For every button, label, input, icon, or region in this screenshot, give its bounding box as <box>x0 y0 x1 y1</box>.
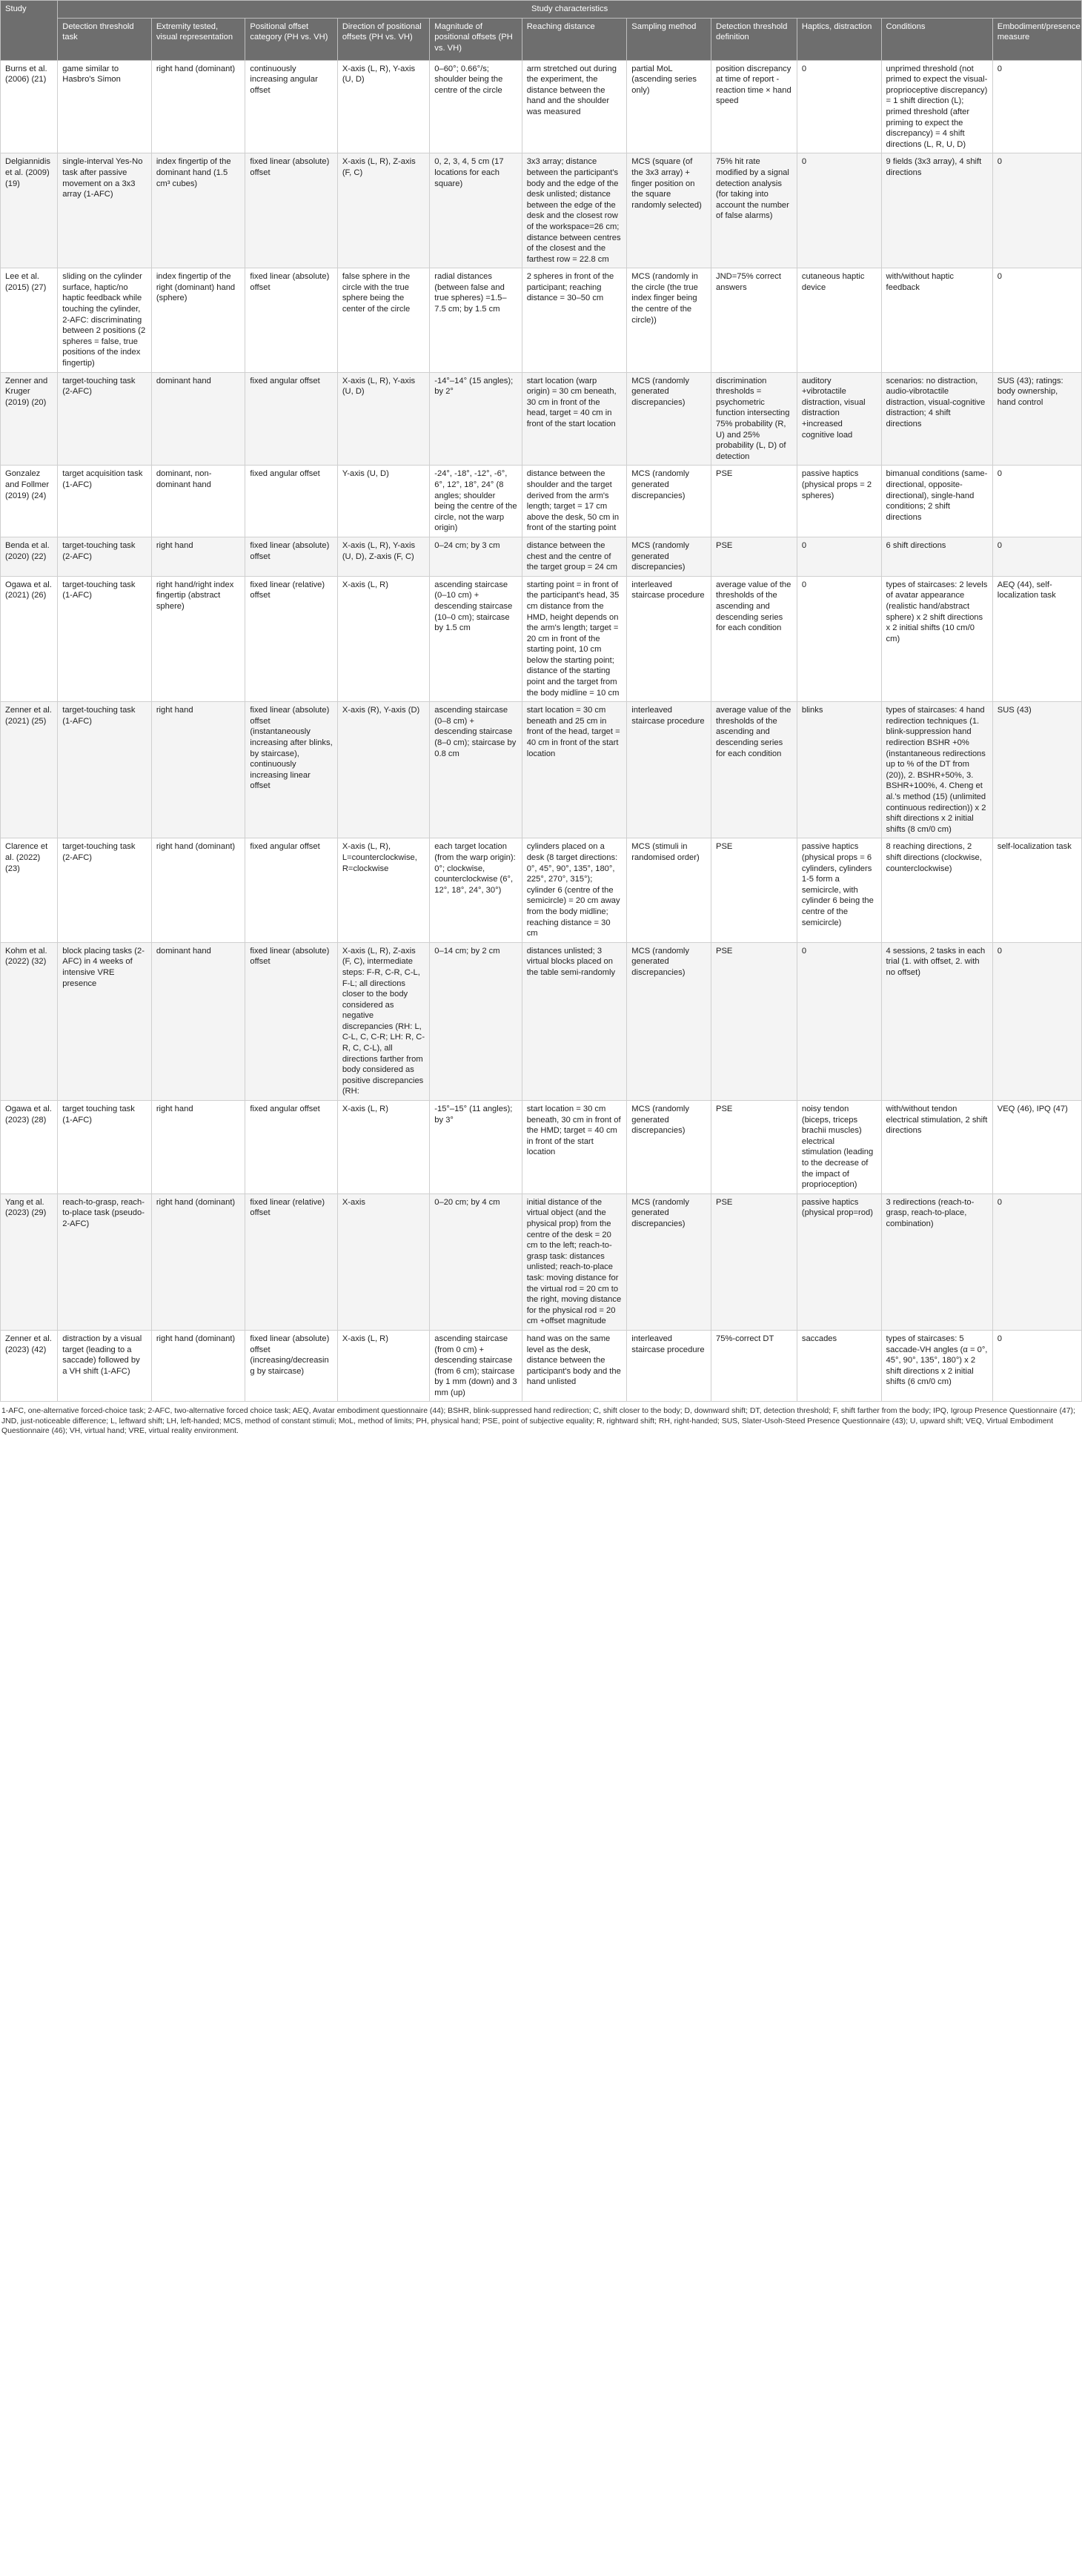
table-cell: 9 fields (3x3 array), 4 shift directions <box>881 153 992 268</box>
column-header: Positional offset category (PH vs. VH) <box>245 18 337 60</box>
column-header: Detection threshold definition <box>711 18 797 60</box>
table-cell: Y-axis (U, D) <box>337 466 429 537</box>
table-cell: MCS (randomly generated discrepancies) <box>627 1101 711 1194</box>
table-cell: fixed angular offset <box>245 466 337 537</box>
table-cell: target acquisition task (1-AFC) <box>58 466 152 537</box>
table-cell: right hand (dominant) <box>151 1193 245 1330</box>
table-cell: 75% hit rate modified by a signal detection analysis (for taking into account the number of false alarms) <box>711 153 797 268</box>
table-row <box>1 942 1082 1100</box>
table-cell: interleaved staircase procedure <box>627 702 711 838</box>
table-cell: ascending staircase (0–8 cm) + descending staircase (8–0 cm); staircase by 0.8 cm <box>430 702 522 838</box>
table-cell: right hand <box>151 537 245 576</box>
table-cell: 3x3 array; distance between the participant's body and the edge of the desk unlisted; distance between the edge of the desk and the closest row of the workspace=26 cm; distance between centres of the closest and the farthest row = 22.8 cm <box>522 153 627 268</box>
table-row <box>1 372 1082 466</box>
table-cell: -24°, -18°, -12°, -6°, 6°, 12°, 18°, 24° (8 angles; shoulder being the centre of the circle, not the warp origin) <box>430 466 522 537</box>
table-body <box>1 60 1082 1402</box>
table-cell: 0 <box>992 537 1081 576</box>
table-cell: single-interval Yes-No task after passive movement on a 3x3 array (1-AFC) <box>58 153 152 268</box>
table-row <box>1 1101 1082 1194</box>
table-row <box>1 153 1082 268</box>
table-cell: PSE <box>711 942 797 1100</box>
table-cell: 0–60°; 0.66°/s; shoulder being the centre of the circle <box>430 60 522 153</box>
table-cell: noisy tendon (biceps, triceps brachii muscles) electrical stimulation (leading to the decrease of the impact of proprioception) <box>797 1101 881 1194</box>
table-cell: arm stretched out during the experiment, the distance between the hand and the shoulder was measured <box>522 60 627 153</box>
table-cell: X-axis <box>337 1193 429 1330</box>
table-cell: each target location (from the warp origin): 0°; clockwise, counterclockwise (6°, 12°, 18°, 24°, 30°) <box>430 838 522 942</box>
table-cell: right hand/right index fingertip (abstract sphere) <box>151 576 245 702</box>
table-cell: right hand <box>151 1101 245 1194</box>
column-header: Conditions <box>881 18 992 60</box>
table-cell: blinks <box>797 702 881 838</box>
table-row <box>1 838 1082 942</box>
table-cell: right hand (dominant) <box>151 60 245 153</box>
table-row <box>1 576 1082 702</box>
table-cell: radial distances (between false and true spheres) =1.5–7.5 cm; by 1.5 cm <box>430 268 522 372</box>
table-cell: dominant hand <box>151 942 245 1100</box>
table-cell: 0 <box>992 942 1081 1100</box>
table-cell: 8 reaching directions, 2 shift directions (clockwise, counterclockwise) <box>881 838 992 942</box>
column-header: Magnitude of positional offsets (PH vs. VH) <box>430 18 522 60</box>
table-cell: start location = 30 cm beneath, 30 cm in front of the HMD; target = 40 cm in front of the start location <box>522 1101 627 1194</box>
table-cell: initial distance of the virtual object (and the physical prop) from the centre of the desk = 20 cm to the left; reach-to-grasp task: distances unlisted; reach-to-place task: moving distance for the virtual rod = 20 cm to the right, moving distance for the physical rod = 20 cm +offset magnitude <box>522 1193 627 1330</box>
table-cell: X-axis (L, R) <box>337 1330 429 1402</box>
table-cell: with/without tendon electrical stimulation, 2 shift directions <box>881 1101 992 1194</box>
table-row <box>1 466 1082 537</box>
table-cell: MCS (stimuli in randomised order) <box>627 838 711 942</box>
table-cell: hand was on the same level as the desk, distance between the participant's body and the hand unlisted <box>522 1330 627 1402</box>
table-cell: sliding on the cylinder surface, haptic/no haptic feedback while touching the cylinder, 2-AFC: discriminating between 2 positions (2 spheres = false, true positions of the index fingertip) <box>58 268 152 372</box>
table-cell: MCS (randomly generated discrepancies) <box>627 942 711 1100</box>
table-cell: fixed linear (absolute) offset (instantaneously increasing after blinks, by staircase), continuously increasing linear offset <box>245 702 337 838</box>
table-cell: X-axis (L, R), L=counterclockwise, R=clockwise <box>337 838 429 942</box>
table-cell: distance between the chest and the centre of the target group = 24 cm <box>522 537 627 576</box>
table-cell: MCS (randomly generated discrepancies) <box>627 466 711 537</box>
table-header <box>1 1 1082 61</box>
table-cell: saccades <box>797 1330 881 1402</box>
table-cell: X-axis (L, R), Z-axis (F, C) <box>337 153 429 268</box>
table-cell: 0 <box>797 576 881 702</box>
table-cell: SUS (43); ratings: body ownership, hand control <box>992 372 1081 466</box>
table-cell: -15°–15° (11 angles); by 3° <box>430 1101 522 1194</box>
table-cell: reach-to-grasp, reach-to-place task (pseudo-2-AFC) <box>58 1193 152 1330</box>
study-cell: Lee et al. (2015) (27) <box>1 268 58 372</box>
table-cell: X-axis (L, R), Y-axis (U, D) <box>337 372 429 466</box>
table-cell: discrimination thresholds = psychometric function intersecting 75% probability (R, U) and 25% probability (L, D) of detection <box>711 372 797 466</box>
study-cell: Zenner et al. (2023) (42) <box>1 1330 58 1402</box>
table-cell: index fingertip of the dominant hand (1.5 cm³ cubes) <box>151 153 245 268</box>
table-cell: 0–24 cm; by 3 cm <box>430 537 522 576</box>
table-cell: interleaved staircase procedure <box>627 1330 711 1402</box>
table-cell: passive haptics (physical props = 6 cylinders, cylinders 1-5 form a semicircle, with cylinder 6 being the centre of the semicircle) <box>797 838 881 942</box>
table-cell: target-touching task (2-AFC) <box>58 838 152 942</box>
table-cell: MCS (randomly generated discrepancies) <box>627 372 711 466</box>
table-cell: cutaneous haptic device <box>797 268 881 372</box>
column-header-row <box>1 18 1082 60</box>
table-cell: 0 <box>797 537 881 576</box>
table-cell: distraction by a visual target (leading to a saccade) followed by a VH shift (1-AFC) <box>58 1330 152 1402</box>
table-cell: -14°–14° (15 angles); by 2° <box>430 372 522 466</box>
table-row <box>1 1330 1082 1402</box>
table-row <box>1 268 1082 372</box>
table-cell: block placing tasks (2-AFC) in 4 weeks of intensive VRE presence <box>58 942 152 1100</box>
table-cell: 0 <box>992 1193 1081 1330</box>
table-cell: dominant hand <box>151 372 245 466</box>
table-cell: unprimed threshold (not primed to expect the visual-proprioceptive discrepancy) = 1 shift direction (L); primed threshold (after priming to expect the discrepancy) = 4 shift directions (L, R, U, D) <box>881 60 992 153</box>
table-cell: fixed linear (absolute) offset <box>245 268 337 372</box>
table-cell: distance between the shoulder and the target derived from the arm's length; target = 17 cm above the desk, 50 cm in front of the starting point <box>522 466 627 537</box>
table-cell: X-axis (L, R) <box>337 576 429 702</box>
table-row <box>1 1193 1082 1330</box>
table-cell: target-touching task (2-AFC) <box>58 537 152 576</box>
table-cell: start location = 30 cm beneath and 25 cm in front of the head, target = 40 cm in front of the start location <box>522 702 627 838</box>
table-cell: PSE <box>711 537 797 576</box>
table-cell: X-axis (L, R), Y-axis (U, D), Z-axis (F, C) <box>337 537 429 576</box>
table-cell: MCS (randomly in the circle (the true index finger being the centre of the circle)) <box>627 268 711 372</box>
table-cell: target-touching task (2-AFC) <box>58 372 152 466</box>
table-row <box>1 702 1082 838</box>
table-cell: ascending staircase (from 0 cm) + descending staircase (from 6 cm); staircase by 1 mm (down) and 3 mm (up) <box>430 1330 522 1402</box>
study-cell: Burns et al. (2006) (21) <box>1 60 58 153</box>
table-cell: right hand (dominant) <box>151 838 245 942</box>
table-cell: passive haptics (physical prop=rod) <box>797 1193 881 1330</box>
table-cell: 0 <box>797 60 881 153</box>
table-cell: 75%-correct DT <box>711 1330 797 1402</box>
study-cell: Ogawa et al. (2023) (28) <box>1 1101 58 1194</box>
study-cell: Delgiannidis et al. (2009) (19) <box>1 153 58 268</box>
table-cell: ascending staircase (0–10 cm) + descending staircase (10–0 cm); staircase by 1.5 cm <box>430 576 522 702</box>
table-cell: types of staircases: 5 saccade-VH angles (α = 0°, 45°, 90°, 135°, 180°) x 2 shift directions x 2 initial shifts (6 cm/0 cm) <box>881 1330 992 1402</box>
table-cell: 0 <box>797 942 881 1100</box>
table-cell: PSE <box>711 1193 797 1330</box>
table-cell: 0 <box>992 1330 1081 1402</box>
table-cell: X-axis (L, R), Z-axis (F, C), intermediate steps: F-R, C-R, C-L, F-L; all directions closer to the body considered as negative discrepancies (RH: L, C-L, C, C-R; LH: R, C-R, C, C-L), all directions farther from body considered as positive discrepancies (RH: <box>337 942 429 1100</box>
header-study-characteristics: Study characteristics <box>58 1 1082 19</box>
table-cell: fixed linear (absolute) offset <box>245 537 337 576</box>
table-cell: PSE <box>711 838 797 942</box>
table-cell: fixed linear (absolute) offset <box>245 153 337 268</box>
header-study: Study <box>1 1 58 61</box>
column-header: Reaching distance <box>522 18 627 60</box>
column-header: Sampling method <box>627 18 711 60</box>
study-cell: Zenner and Kruger (2019) (20) <box>1 372 58 466</box>
table-cell: 6 shift directions <box>881 537 992 576</box>
column-header: Extremity tested, visual representation <box>151 18 245 60</box>
table-cell: X-axis (L, R) <box>337 1101 429 1194</box>
study-cell: Clarence et al. (2022) (23) <box>1 838 58 942</box>
table-cell: right hand (dominant) <box>151 1330 245 1402</box>
table-cell: fixed linear (absolute) offset (increasing/decreasing by staircase) <box>245 1330 337 1402</box>
column-header: Detection threshold task <box>58 18 152 60</box>
table-cell: auditory +vibrotactile distraction, visual distraction +increased cognitive load <box>797 372 881 466</box>
table-cell: 0, 2, 3, 4, 5 cm (17 locations for each square) <box>430 153 522 268</box>
table-cell: passive haptics (physical props = 2 spheres) <box>797 466 881 537</box>
table-cell: 0 <box>992 60 1081 153</box>
study-cell: Kohm et al. (2022) (32) <box>1 942 58 1100</box>
table-cell: fixed angular offset <box>245 838 337 942</box>
table-cell: average value of the thresholds of the ascending and descending series for each condition <box>711 702 797 838</box>
table-cell: SUS (43) <box>992 702 1081 838</box>
table-cell: JND=75% correct answers <box>711 268 797 372</box>
table-cell: start location (warp origin) = 30 cm beneath, 30 cm in front of the head, target = 40 cm in front of the start location <box>522 372 627 466</box>
table-cell: MCS (square (of the 3x3 array) + finger position on the square randomly selected) <box>627 153 711 268</box>
table-cell: 3 redirections (reach-to-grasp, reach-to-place, combination) <box>881 1193 992 1330</box>
table-cell: 0–14 cm; by 2 cm <box>430 942 522 1100</box>
table-cell: target-touching task (1-AFC) <box>58 576 152 702</box>
table-cell: partial MoL (ascending series only) <box>627 60 711 153</box>
table-cell: with/without haptic feedback <box>881 268 992 372</box>
study-cell: Benda et al. (2020) (22) <box>1 537 58 576</box>
table-cell: 0 <box>992 268 1081 372</box>
table-cell: cylinders placed on a desk (8 target directions: 0°, 45°, 90°, 135°, 180°, 225°, 270°, 315°); cylinder 6 (centre of the semicircle) = 20 cm away from the body midline; reaching distance = 30 cm <box>522 838 627 942</box>
study-cell: Ogawa et al. (2021) (26) <box>1 576 58 702</box>
table-cell: fixed angular offset <box>245 1101 337 1194</box>
table-cell: dominant, non-dominant hand <box>151 466 245 537</box>
table-cell: PSE <box>711 1101 797 1194</box>
table-cell: 2 spheres in front of the participant; reaching distance = 30–50 cm <box>522 268 627 372</box>
table-cell: game similar to Hasbro's Simon <box>58 60 152 153</box>
table-row <box>1 60 1082 153</box>
table-cell: types of staircases: 4 hand redirection techniques (1. blink-suppression hand redirection BSHR +0% (instantaneous redirections up to % of the DT from (20)), 2. BSHR+50%, 3. BSHR+100%, 4. Cheng et al.'s method (15) (unlimited continuous redirection)) x 2 shift directions x 2 initial shifts (8 cm/0 cm) <box>881 702 992 838</box>
table-cell: fixed linear (relative) offset <box>245 576 337 702</box>
table-cell: fixed linear (absolute) offset <box>245 942 337 1100</box>
table-cell: position discrepancy at time of report - reaction time × hand speed <box>711 60 797 153</box>
table-cell: average value of the thresholds of the ascending and descending series for each condition <box>711 576 797 702</box>
table-cell: VEQ (46), IPQ (47) <box>992 1101 1081 1194</box>
table-cell: fixed linear (relative) offset <box>245 1193 337 1330</box>
table-cell: starting point = in front of the participant's head, 35 cm distance from the HMD, height depends on the arm's length; target = 20 cm in front of the starting point, 10 cm below the starting point; distance of the starting point and the target from the body midline = 10 cm <box>522 576 627 702</box>
table-cell: types of staircases: 2 levels of avatar appearance (realistic hand/abstract sphere) x 2 shift directions x 2 initial shifts (10 cm/0 cm) <box>881 576 992 702</box>
table-cell: 4 sessions, 2 tasks in each trial (1. with offset, 2. with no offset) <box>881 942 992 1100</box>
study-cell: Yang et al. (2023) (29) <box>1 1193 58 1330</box>
table-cell: X-axis (L, R), Y-axis (U, D) <box>337 60 429 153</box>
column-header: Embodiment/presence measure <box>992 18 1081 60</box>
table-cell: target touching task (1-AFC) <box>58 1101 152 1194</box>
table-cell: right hand <box>151 702 245 838</box>
table-row <box>1 537 1082 576</box>
table-cell: target-touching task (1-AFC) <box>58 702 152 838</box>
study-cell: Zenner et al. (2021) (25) <box>1 702 58 838</box>
table-cell: interleaved staircase procedure <box>627 576 711 702</box>
table-cell: MCS (randomly generated discrepancies) <box>627 1193 711 1330</box>
column-header: Haptics, distraction <box>797 18 881 60</box>
table-cell: AEQ (44), self-localization task <box>992 576 1081 702</box>
table-cell: continuously increasing angular offset <box>245 60 337 153</box>
table-footnote: 1-AFC, one-alternative forced-choice task; 2-AFC, two-alternative forced choice task; AEQ, Avatar embodiment questionnaire (44); BSHR, blink-suppressed hand redirection; C, shift closer to the body; D, downward shift; DT, detection threshold; F, shift farther from the body; IPQ, Igroup Presence Questionnaire (47); JND, just-noticeable difference; L, leftward shift; LH, left-handed; MCS, method of constant stimuli; MoL, method of limits; PH, physical hand; PSE, point of subjective equality; R, rightward shift; RH, right-handed; SUS, Slater-Usoh-Steed Presence Questionnaire (43); U, upward shift; VEQ, Virtual Embodiment Questionnaire (46); VH, virtual hand; VRE, virtual reality environment. <box>1 1407 1075 1436</box>
table-cell: distances unlisted; 3 virtual blocks placed on the table semi-randomly <box>522 942 627 1100</box>
table-cell: bimanual conditions (same-directional, opposite-directional), single-hand conditions; 2 shift directions <box>881 466 992 537</box>
table-cell: 0 <box>992 153 1081 268</box>
table-cell: false sphere in the circle with the true sphere being the center of the circle <box>337 268 429 372</box>
study-cell: Gonzalez and Follmer (2019) (24) <box>1 466 58 537</box>
table-cell: 0 <box>992 466 1081 537</box>
table-cell: fixed angular offset <box>245 372 337 466</box>
table-cell: X-axis (R), Y-axis (D) <box>337 702 429 838</box>
table-cell: MCS (randomly generated discrepancies) <box>627 537 711 576</box>
table-cell: 0–20 cm; by 4 cm <box>430 1193 522 1330</box>
column-header: Direction of positional offsets (PH vs. VH) <box>337 18 429 60</box>
table-cell: PSE <box>711 466 797 537</box>
table-cell: self-localization task <box>992 838 1081 942</box>
table-cell: index fingertip of the right (dominant) hand (sphere) <box>151 268 245 372</box>
table-cell: 0 <box>797 153 881 268</box>
table-cell: scenarios: no distraction, audio-vibrotactile distraction, visual-cognitive distraction; 4 shift directions <box>881 372 992 466</box>
